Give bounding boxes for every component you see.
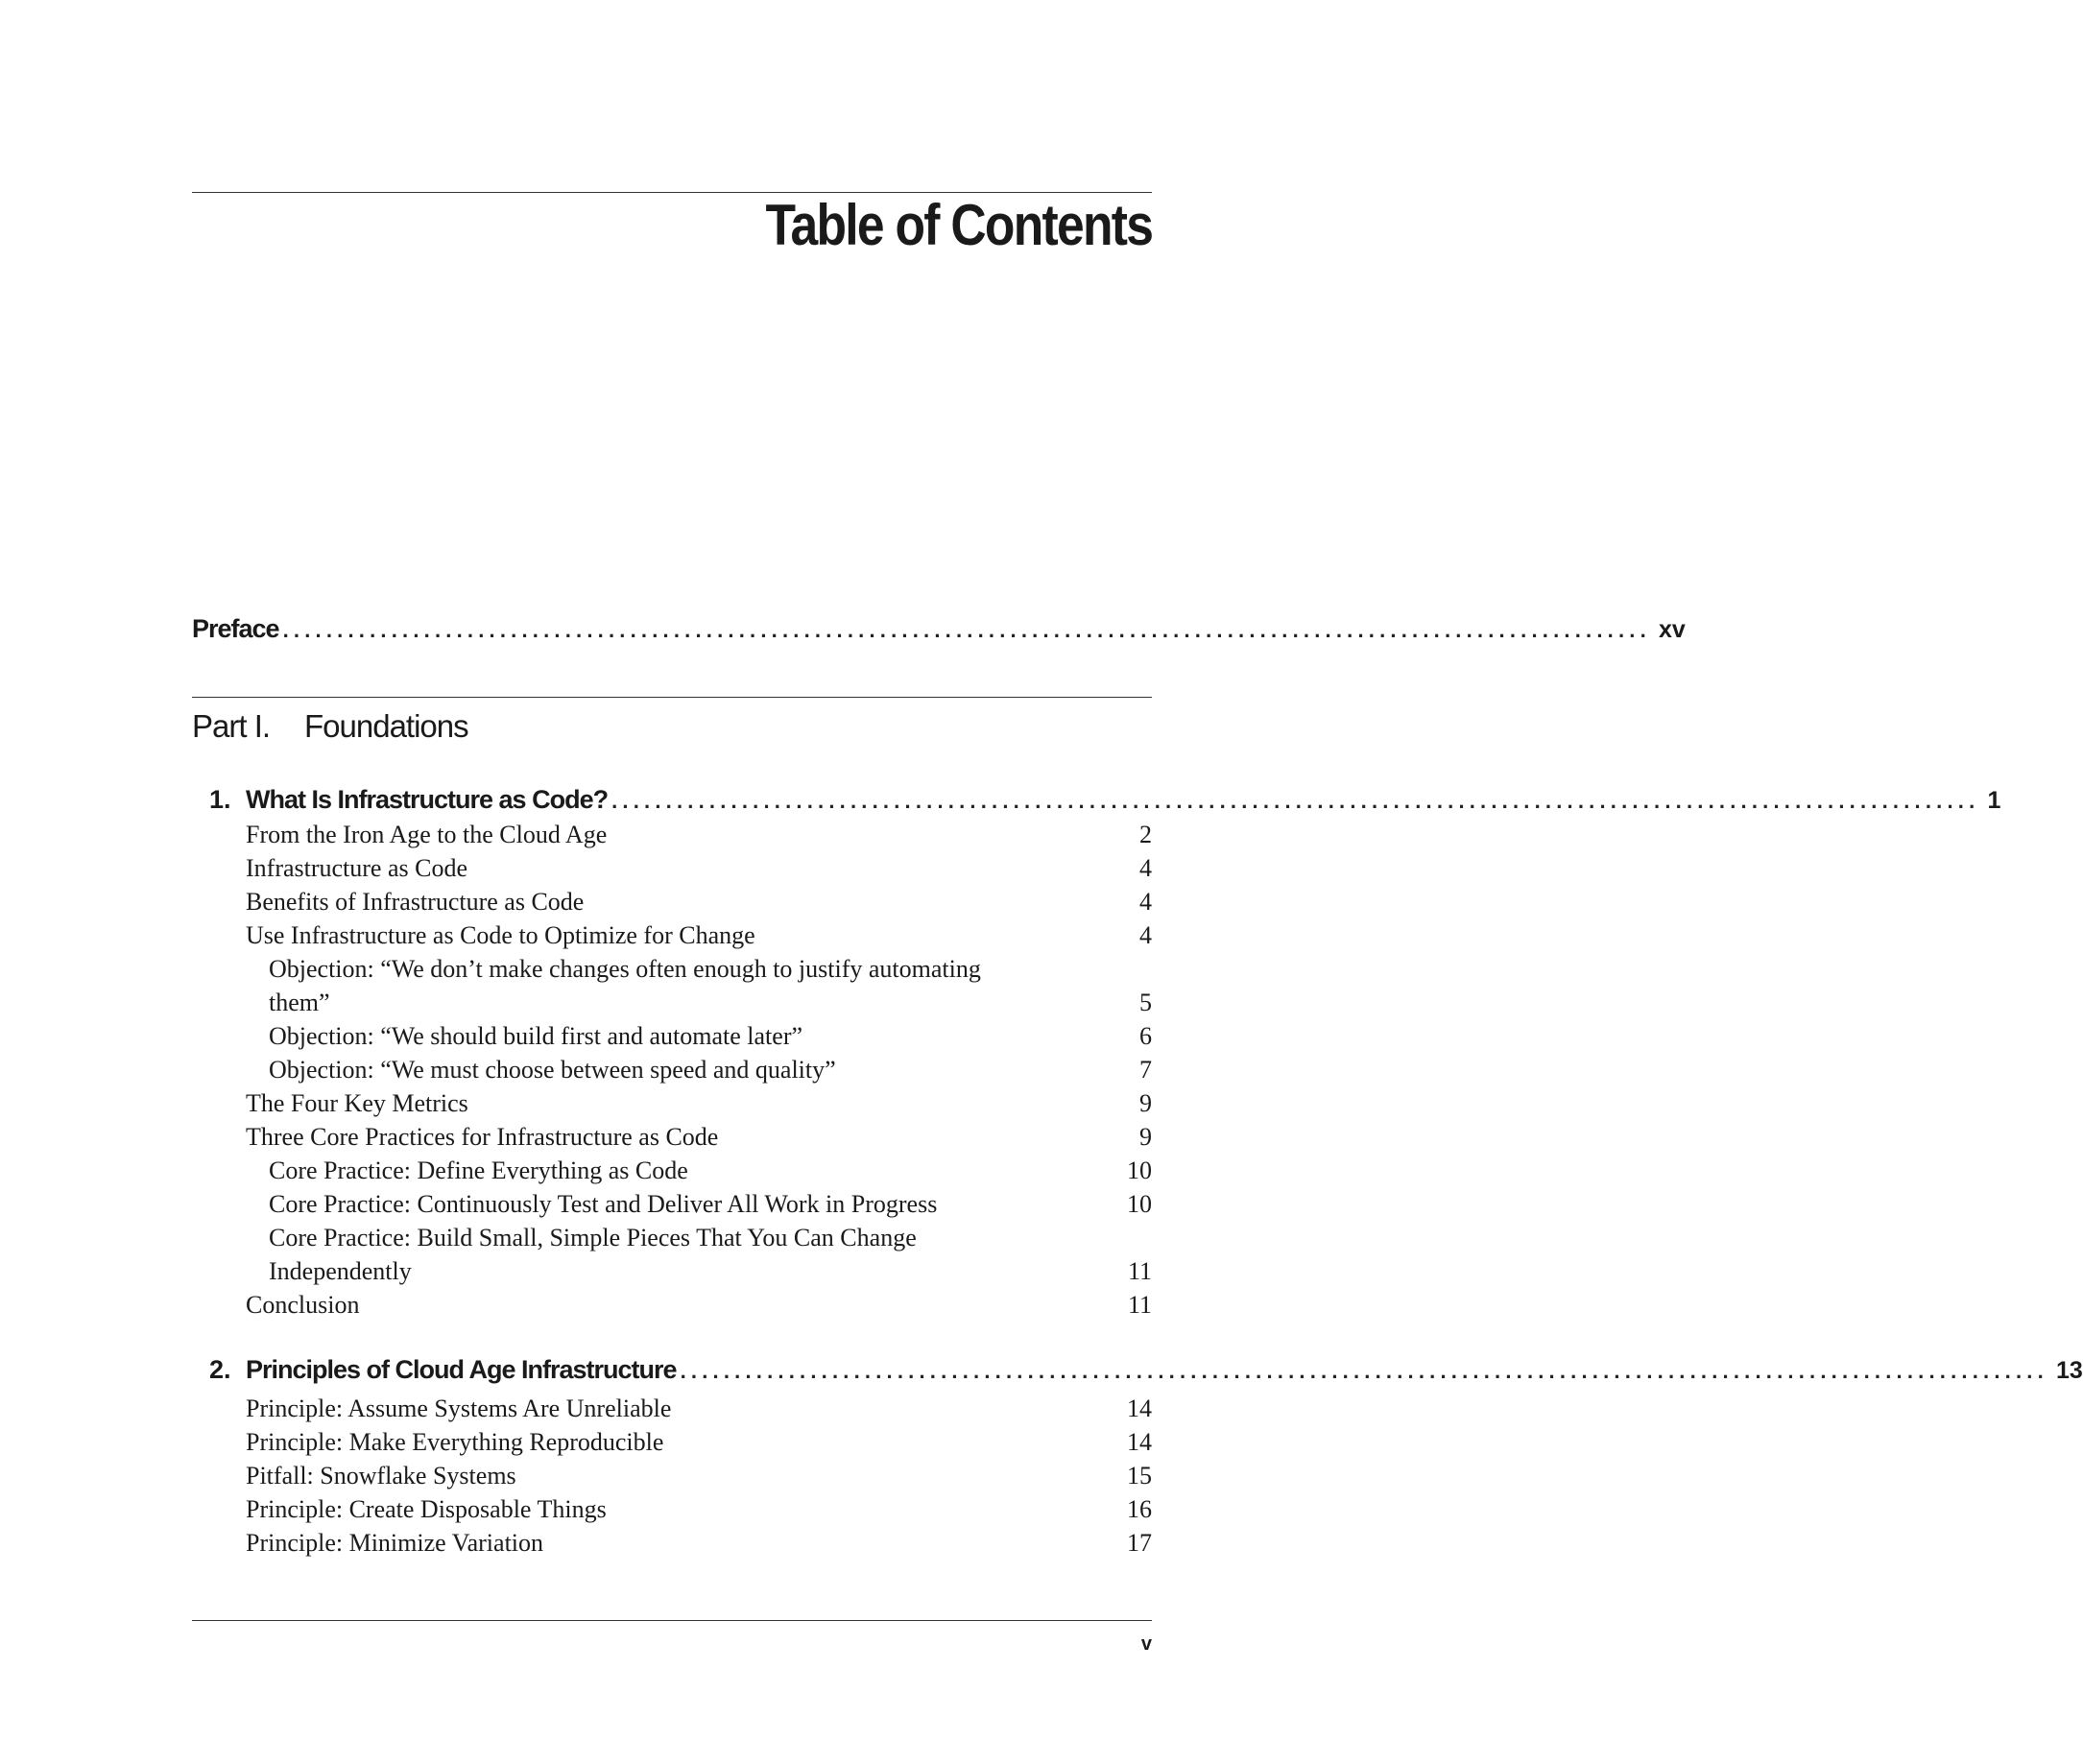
toc-entry[interactable] bbox=[192, 1288, 1152, 1322]
chapter-number: 1. bbox=[209, 785, 231, 814]
toc-subentry[interactable] bbox=[192, 1019, 1152, 1053]
entry-page: 7 bbox=[1139, 1056, 1152, 1084]
entry-title: Three Core Practices for Infrastructure as Code bbox=[246, 1123, 719, 1151]
entry-title: Principle: Assume Systems Are Unreliable bbox=[246, 1395, 672, 1422]
entry-page: 4 bbox=[1139, 921, 1152, 949]
part-heading bbox=[192, 708, 468, 745]
entry-title: Principle: Create Disposable Things bbox=[246, 1495, 607, 1523]
entry-page: 9 bbox=[1139, 1089, 1152, 1117]
chapter-number: 2. bbox=[209, 1355, 231, 1384]
entry-page: 10 bbox=[1127, 1156, 1152, 1184]
toc-entry[interactable] bbox=[192, 1392, 1152, 1425]
toc-entry[interactable] bbox=[192, 1425, 1152, 1459]
toc-subentry[interactable] bbox=[192, 952, 1152, 1019]
toc-entry[interactable] bbox=[192, 1492, 1152, 1526]
entry-title: From the Iron Age to the Cloud Age bbox=[246, 821, 608, 848]
entry-page: 6 bbox=[1139, 1022, 1152, 1050]
entry-title: The Four Key Metrics bbox=[246, 1089, 468, 1117]
entry-title: Principle: Minimize Variation bbox=[246, 1529, 544, 1557]
chapter-2-sections bbox=[192, 1392, 1152, 1560]
chapter-1-sections bbox=[192, 818, 1152, 1322]
entry-title: Core Practice: Build Small, Simple Pieces That You Can Change Independently bbox=[269, 1224, 917, 1285]
toc-subentry[interactable] bbox=[192, 1053, 1152, 1086]
entry-title: Core Practice: Define Everything as Code bbox=[269, 1156, 688, 1184]
part-rule bbox=[192, 697, 1152, 698]
chapter-page: 13 bbox=[2055, 1357, 2083, 1384]
entry-page: 16 bbox=[1127, 1495, 1152, 1523]
chapter-title: What Is Infrastructure as Code? bbox=[246, 785, 609, 814]
entry-title: Use Infrastructure as Code to Optimize for Change bbox=[246, 921, 755, 949]
toc-entry[interactable] bbox=[192, 851, 1152, 885]
entry-page: 14 bbox=[1127, 1428, 1152, 1456]
toc-subentry[interactable] bbox=[192, 1221, 1152, 1288]
entry-page: 4 bbox=[1139, 888, 1152, 916]
entry-title: Principle: Make Everything Reproducible bbox=[246, 1428, 664, 1456]
part-label: Part I. bbox=[192, 708, 271, 744]
entry-title: Benefits of Infrastructure as Code bbox=[246, 888, 585, 916]
page-number: v bbox=[1140, 1633, 1152, 1655]
dot-leader: .............................................................................................................................. bbox=[611, 789, 1980, 813]
book-page bbox=[192, 0, 2083, 1764]
entry-page: 2 bbox=[1139, 821, 1152, 848]
chapter-page: 1 bbox=[1987, 787, 2001, 814]
toc-entry[interactable] bbox=[192, 1086, 1152, 1120]
chapter-title: Principles of Cloud Age Infrastructure bbox=[246, 1355, 677, 1384]
preface-entry[interactable] bbox=[192, 614, 1686, 644]
entry-title: Objection: “We should build first and automate later” bbox=[269, 1022, 803, 1050]
entry-page: 17 bbox=[1127, 1529, 1152, 1557]
entry-page: 5 bbox=[1139, 989, 1152, 1016]
entry-page: 11 bbox=[1127, 1257, 1152, 1285]
entry-title: Core Practice: Continuously Test and Deliver All Work in Progress bbox=[269, 1190, 938, 1218]
entry-page: 10 bbox=[1127, 1190, 1152, 1218]
page-title: Table of Contents bbox=[765, 193, 1152, 257]
preface-label: Preface bbox=[192, 614, 279, 643]
toc-entry[interactable] bbox=[192, 885, 1152, 918]
entry-page: 15 bbox=[1127, 1462, 1152, 1490]
entry-page: 9 bbox=[1139, 1123, 1152, 1151]
part-title: Foundations bbox=[304, 708, 468, 744]
entry-page: 14 bbox=[1127, 1395, 1152, 1422]
entry-page: 11 bbox=[1127, 1291, 1152, 1319]
toc-entry[interactable] bbox=[192, 818, 1152, 851]
dot-leader: .............................................................................................................................. bbox=[680, 1359, 2048, 1383]
entry-title: Objection: “We must choose between speed and quality” bbox=[269, 1056, 836, 1084]
entry-title: Pitfall: Snowflake Systems bbox=[246, 1462, 516, 1490]
chapter-1-entry[interactable] bbox=[246, 785, 2001, 815]
toc-entry[interactable] bbox=[192, 1459, 1152, 1492]
entry-title: Objection: “We don’t make changes often enough to justify automating them” bbox=[269, 955, 981, 1016]
dot-leader: .............................................................................................................................. bbox=[282, 618, 1651, 642]
preface-page: xv bbox=[1658, 616, 1686, 643]
toc-subentry[interactable] bbox=[192, 1154, 1152, 1187]
entry-title: Conclusion bbox=[246, 1291, 360, 1319]
entry-page: 4 bbox=[1139, 854, 1152, 882]
toc-entry[interactable] bbox=[192, 1526, 1152, 1560]
toc-entry[interactable] bbox=[192, 1120, 1152, 1154]
chapter-2-entry[interactable] bbox=[246, 1355, 2083, 1385]
entry-title: Infrastructure as Code bbox=[246, 854, 468, 882]
toc-entry[interactable] bbox=[192, 918, 1152, 952]
footer-rule bbox=[192, 1620, 1152, 1621]
toc-subentry[interactable] bbox=[192, 1187, 1152, 1221]
